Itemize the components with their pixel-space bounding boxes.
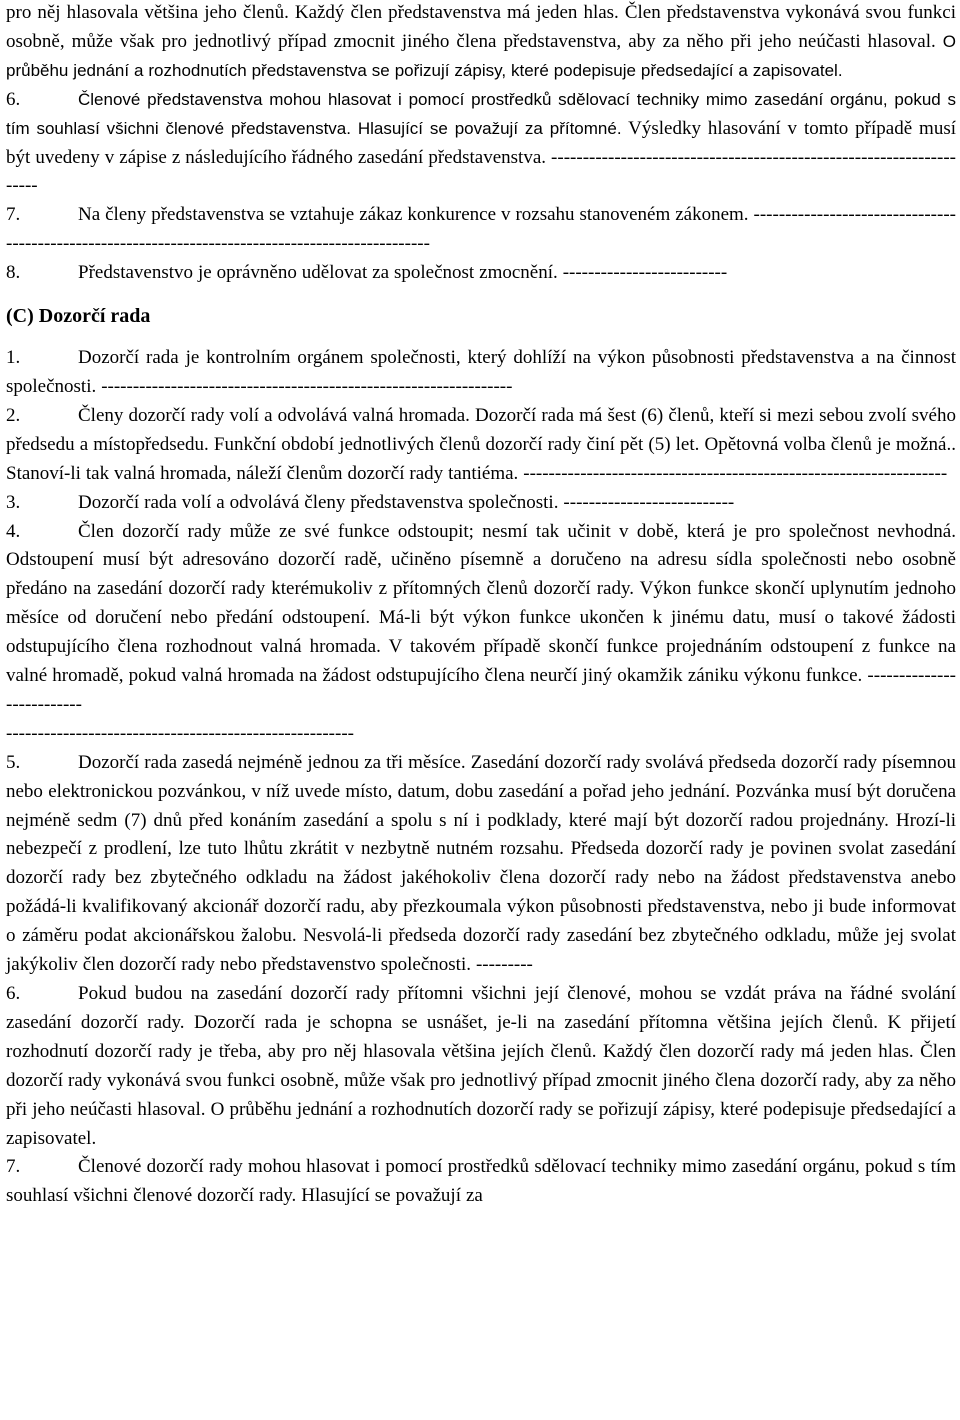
paragraph-supervisory-5 <box>6 749 956 980</box>
paragraph-text: Členy dozorčí rady volí a odvolává valná hromada. Dozorčí rada má šest (6) členů, kteří si mezi sebou zvolí svého předsedu a místopředsedu. Funkční období jednotlivých členů dozorčí rady činí pět (5) let. Opětovná volba členů je možná.. Stanoví-li tak valná hromada, náleží členům dozorčí rady tantiéma. ------------------------------------------------------------------- <box>6 404 956 484</box>
paragraph-number: 1. <box>6 347 21 369</box>
paragraph-supervisory-3 <box>6 489 956 518</box>
paragraph-text: Dozorčí rada je kontrolním orgánem společnosti, který dohlíží na výkon působnosti představenstva a na činnost společnosti. ----------------------------------------------------------------- <box>6 347 956 397</box>
paragraph-text: Představenstvo je oprávněno udělovat za společnost zmocnění. -------------------------- <box>78 262 728 284</box>
paragraph-board-7 <box>6 201 956 259</box>
paragraph-number: 2. <box>6 404 21 426</box>
paragraph-board-6 <box>6 86 956 202</box>
paragraph-board-8 <box>6 259 956 288</box>
paragraph-text: Člen dozorčí rady může ze své funkce odstoupit; nesmí tak učinit v době, která je pro společnost nevhodná. Odstoupení musí být adresováno dozorčí radě, učiněno písemně a doručeno na adresu sídla společnosti nebo osobně předáno na zasedání dozorčí rady kterémukoliv z přítomných členů dozorčí rady. Výkon funkce skončí uplynutím jednoho měsíce od doručení nebo předání odstoupení. Má-li být výkon funkce ukončen k jinému datu, musí o takové žádosti odstupujícího člena rozhodnout valná hromada. V takovém případě skončí funkce projednáním odstoupení z funkce na valné hromadě, pokud valná hromada na žádost odstupujícího člena neurčí jiný okamžik zániku výkonu funkce. -------------------------- <box>6 520 956 715</box>
paragraph-text-sans: O průběhu jednání a rozhodnutích představenstva se pořizují zápisy, které podepisuje předsedající a zapisovatel. <box>6 31 956 80</box>
paragraph-number: 8. <box>6 262 21 284</box>
paragraph-supervisory-7 <box>6 1153 956 1211</box>
separator-dash-line: ------------------------------------------------------- <box>6 722 354 744</box>
paragraph-text: Členové dozorčí rady mohou hlasovat i pomocí prostředků sdělovací techniky mimo zasedání orgánu, pokud s tím souhlasí všichni členové dozorčí rady. Hlasující se považují za <box>6 1156 956 1207</box>
paragraph-text: Dozorčí rada volí a odvolává členy představenstva společnosti. --------------------------- <box>78 491 735 513</box>
paragraph-text: Na členy představenstva se vztahuje zákaz konkurence v rozsahu stanoveném zákonem. --------------------------------------------------------------------------------------------------- <box>6 204 956 255</box>
paragraph-number: 7. <box>6 204 21 226</box>
paragraph-text: Výsledky hlasování v tomto případě musí být uvedeny v zápise z následujícího řádného zasedání představenstva. --------------------------------------------------------------------- <box>6 117 957 197</box>
paragraph-text: pro něj hlasovala většina jeho členů. Každý člen představenstva má jeden hlas. Člen představenstva vykonává svou funkci osobně, může však pro jednotlivý případ zmocnit jiného člena představenstva, aby za něho při jeho neúčasti hlasoval. <box>6 2 956 52</box>
paragraph-text: Dozorčí rada zasedá nejméně jednou za tři měsíce. Zasedání dozorčí rady svolává předseda dozorčí rady písemnou nebo elektronickou pozvánkou, v níž uvede místo, datum, dobu zasedání a pořad jeho jednání. Pozvánka musí být doručena nejméně sedm (7) dnů před konáním zasedání a spolu s ní i podklady, které mají být dozorčí radou projednány. Hrozí-li nebezpečí z prodlení, lze tuto lhůtu zkrátit v nezbytně nutném rozsahu. Předseda dozorčí rady je povinen svolat zasedání dozorčí rady bez zbytečného odkladu na žádost jakéhokoliv člena dozorčí rady nebo na žádost představenstva anebo požádá-li kvalifikovaný akcionář dozorčí radu, aby přezkoumala výkon působnosti představenstva, nebo ji bude informovat o záměru podat akcionářskou žalobu. Nesvolá-li předseda dozorčí rady zasedání bez zbytečného odkladu, může jej svolat jakýkoliv člen dozorčí rady nebo představenstvo společnosti. --------- <box>6 751 956 976</box>
paragraph-supervisory-2 <box>6 402 956 489</box>
paragraph-text-sans: Členové představenstva mohou hlasovat i pomocí prostředků sdělovací techniky mimo zasedání orgánu, pokud s tím souhlasí všichni členové představenstva. Hlasující se považují za přítomné. <box>6 89 956 138</box>
paragraph-number: 6. <box>6 983 21 1004</box>
paragraph-text: Pokud budou na zasedání dozorčí rady přítomni všichni její členové, mohou se vzdát práva na řádné svolání zasedání dozorčí rady. Dozorčí rada je schopna se usnášet, je-li na zasedání přítomna většina jejích členů. K přijetí rozhodnutí dozorčí rady je třeba, aby pro něj hlasovala většina jejích členů. Každý člen dozorčí rady má jeden hlas. Člen dozorčí rady vykonává svou funkci osobně, může však pro jednotlivý případ zmocnit jiného člena dozorčí rady, aby za něho při jeho neúčasti hlasoval. O průběhu jednání a rozhodnutích dozorčí rady se pořizují zápisy, které podepisuje předsedající a zapisovatel. <box>6 983 956 1149</box>
paragraph-board-5-tail <box>6 0 956 86</box>
paragraph-supervisory-4 <box>6 518 956 720</box>
paragraph-supervisory-1 <box>6 344 956 402</box>
section-heading-supervisory-board: (C) Dozorčí rada <box>6 305 151 328</box>
document-page <box>6 0 956 1211</box>
paragraph-number: 7. <box>6 1156 21 1178</box>
paragraph-number: 6. <box>6 88 21 110</box>
paragraph-supervisory-6 <box>6 980 956 1153</box>
paragraph-number: 5. <box>6 751 21 773</box>
paragraph-number: 3. <box>6 491 21 513</box>
paragraph-number: 4. <box>6 520 21 542</box>
